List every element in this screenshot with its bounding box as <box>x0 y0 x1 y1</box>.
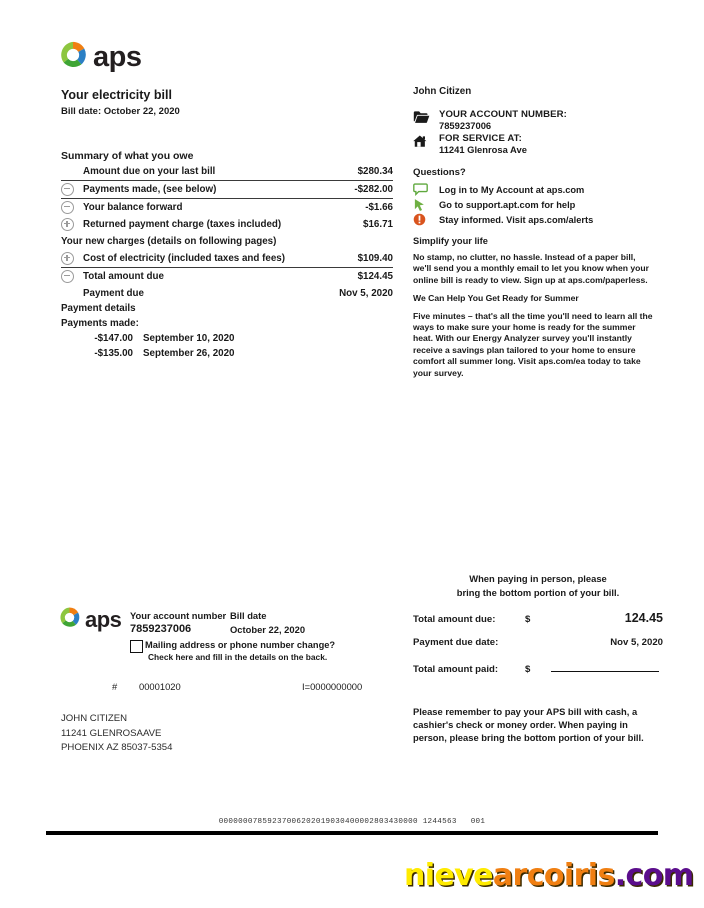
stub-account-number-label: Your account number <box>130 610 227 621</box>
stub-account-number-value: 7859237006 <box>130 623 192 635</box>
stub-due-date-label: Payment due date: <box>413 637 499 648</box>
payment-entry <box>61 331 393 346</box>
summary-row-label: Returned payment charge (taxes included) <box>83 219 282 230</box>
aps-pinwheel-icon <box>58 40 88 75</box>
summary-section <box>61 150 393 302</box>
service-address-value: 11241 Glenrosa Ave <box>439 144 527 155</box>
stub-due-date-row <box>413 637 663 648</box>
summary-heading: Summary of what you owe <box>61 150 194 162</box>
summary-row-label: Amount due on your last bill <box>83 166 216 177</box>
address-change-instruction: Check here and fill in the details on the back. <box>148 652 328 662</box>
simplify-heading: Simplify your life <box>413 236 488 246</box>
mailing-address-line: JOHN CITIZEN <box>61 713 128 724</box>
summary-row-payments-made <box>61 181 393 198</box>
aps-wordmark: aps <box>85 607 122 632</box>
watermark-part3: .com <box>614 858 694 893</box>
minus-circle-icon <box>61 183 83 196</box>
questions-item-label: Go to support.apt.com for help <box>439 199 576 210</box>
payments-made-subheading: Payments made: <box>61 318 139 329</box>
stub-ref-number: 00001020 <box>139 681 181 692</box>
minus-circle-icon <box>61 201 83 214</box>
payment-date: September 26, 2020 <box>143 348 235 359</box>
service-address-block <box>413 133 653 155</box>
summary-row-label: Total amount due <box>83 271 164 282</box>
summary-row-last-bill <box>61 163 393 180</box>
summary-row-returned-payment-charge <box>61 216 393 233</box>
mailing-address-line: PHOENIX AZ 85037-5354 <box>61 742 173 753</box>
stub-total-due-value: 124.45 <box>624 611 663 625</box>
summary-row-label: Your balance forward <box>83 202 183 213</box>
summary-row-balance-forward <box>61 199 393 216</box>
stub-fields <box>130 609 395 663</box>
questions-item-my-account[interactable] <box>413 182 653 197</box>
stub-total-due-row <box>413 611 663 625</box>
stub-amount-paid-row[interactable] <box>413 660 663 675</box>
summary-row-total-amount-due <box>61 268 393 285</box>
payment-amount: -$135.00 <box>94 348 133 359</box>
customer-name: John Citizen <box>413 86 472 97</box>
summary-row-amount: -$282.00 <box>354 184 393 195</box>
scan-bar <box>46 831 658 835</box>
questions-item-label: Log in to My Account at aps.com <box>439 184 585 195</box>
summer-heading: We Can Help You Get Ready for Summer <box>413 293 579 304</box>
account-info-column <box>413 86 653 379</box>
in-person-note-line1: When paying in person, please <box>469 573 607 584</box>
plus-circle-icon <box>61 218 83 231</box>
stub-total-due-label: Total amount due: <box>413 614 496 625</box>
stub-bill-date-value: October 22, 2020 <box>230 624 306 635</box>
stub-ref-number-2: I=0000000000 <box>302 681 363 692</box>
payment-details-heading: Payment details <box>61 303 136 314</box>
stub-payment-panel <box>413 572 663 745</box>
cursor-icon <box>413 198 439 212</box>
payment-date: September 10, 2020 <box>143 333 235 344</box>
questions-item-label: Stay informed. Visit aps.com/alerts <box>439 214 594 225</box>
stub-bill-date-label: Bill date <box>230 610 267 621</box>
summary-row-amount: $16.71 <box>363 219 393 230</box>
plus-circle-icon <box>61 252 83 265</box>
aps-logo-header <box>58 40 141 75</box>
watermark <box>404 858 693 893</box>
ocr-scanline <box>0 818 704 826</box>
questions-item-support[interactable] <box>413 197 653 212</box>
minus-circle-icon <box>61 270 83 283</box>
payment-amount: -$147.00 <box>94 333 133 344</box>
service-at-label: FOR SERVICE AT: <box>439 133 522 144</box>
ocr-segment-1: 00000007859237006202019030400002803430000 1244563 <box>218 818 457 826</box>
summary-row-label: Payments made, (see below) <box>83 184 217 195</box>
dollar-sign: $ <box>525 664 531 675</box>
summary-row-amount: $109.40 <box>357 253 393 264</box>
summary-row-amount: $124.45 <box>357 271 393 282</box>
summary-row-label: Cost of electricity (included taxes and fees) <box>83 253 285 264</box>
address-change-checkbox-row[interactable] <box>130 639 395 663</box>
amount-paid-write-in-field[interactable] <box>551 660 659 672</box>
house-icon <box>413 133 439 153</box>
aps-pinwheel-icon <box>58 606 81 634</box>
simplify-body: No stamp, no clutter, no hassle. Instead of a paper bill, we'll send you a monthly email to let you know when your online bill is ready to view. Sign up at aps.com/paperless. <box>413 252 650 285</box>
summary-row-amount: Nov 5, 2020 <box>339 288 393 299</box>
summary-row-amount: $280.34 <box>357 166 393 177</box>
folder-icon <box>413 109 439 129</box>
account-number-block <box>413 109 653 131</box>
ocr-segment-2: 001 <box>470 818 486 826</box>
stub-footer-note: Please remember to pay your APS bill with cash, a cashier's check or money order. When paying in person, please bring the bottom portion of your bill. <box>413 706 644 744</box>
summary-row-payment-due <box>61 285 393 302</box>
payment-entry <box>61 346 393 361</box>
address-change-label: Mailing address or phone number change? <box>145 640 336 650</box>
summary-row-cost-of-electricity <box>61 250 393 267</box>
summary-row-new-charges <box>61 233 393 250</box>
bill-title: Your electricity bill <box>61 88 172 102</box>
stub-amount-paid-label: Total amount paid: <box>413 664 499 675</box>
account-number-value: 7859237006 <box>439 120 492 131</box>
info-icon <box>413 213 439 226</box>
in-person-note-line2: bring the bottom portion of your bill. <box>456 586 620 598</box>
hash-symbol: # <box>112 681 118 692</box>
chat-icon <box>413 183 439 196</box>
address-change-checkbox[interactable] <box>130 640 143 653</box>
mailing-address <box>61 712 172 756</box>
aps-logo-stub <box>58 606 121 634</box>
dollar-sign: $ <box>525 614 531 625</box>
summary-row-amount: -$1.66 <box>365 202 393 213</box>
summer-body: Five minutes – that's all the time you'll need to learn all the ways to make sure your home is ready for the summer heat. With our Energy Analyzer survey you'll instantly receive a savings plan tailored to your home to ensure comfort all summer long. Visit aps.com/ea today to take your survey. <box>413 310 653 378</box>
account-number-label: YOUR ACCOUNT NUMBER: <box>439 109 567 120</box>
questions-heading: Questions? <box>413 167 466 178</box>
bill-date: Bill date: October 22, 2020 <box>61 106 180 117</box>
watermark-part1: nieve <box>404 858 493 893</box>
watermark-part2: arcoiris <box>492 858 615 893</box>
aps-wordmark: aps <box>93 41 142 73</box>
summary-row-label: Your new charges (details on following pages) <box>61 236 277 247</box>
summary-row-label: Payment due <box>83 288 144 299</box>
questions-item-alerts[interactable] <box>413 212 653 227</box>
stub-due-date-value: Nov 5, 2020 <box>610 637 663 648</box>
mailing-address-line: 11241 GLENROSAAVE <box>61 727 162 739</box>
payment-details-section <box>61 301 393 361</box>
